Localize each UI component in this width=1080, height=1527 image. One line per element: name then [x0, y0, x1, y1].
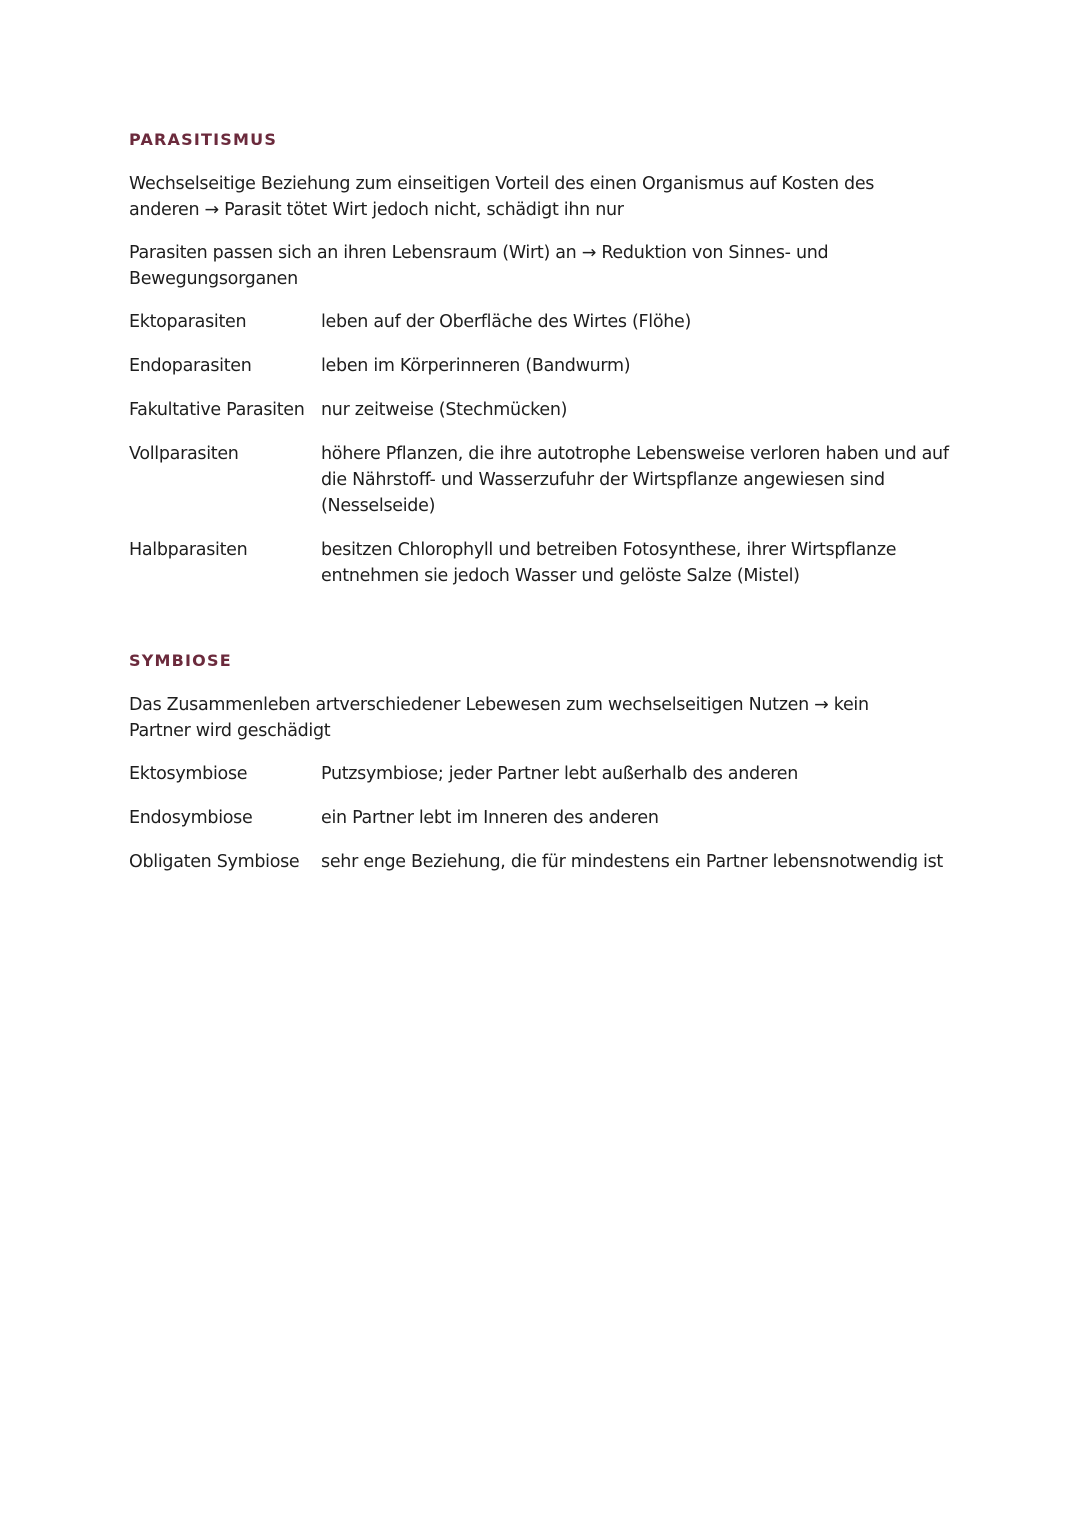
term-definition: ein Partner lebt im Inneren des anderen — [321, 808, 659, 828]
term-row — [129, 397, 959, 423]
term-definition: nur zeitweise (Stechmücken) — [321, 400, 568, 420]
term-list-parasitismus — [129, 309, 959, 589]
term-label: Obligaten Symbiose — [129, 852, 300, 872]
section-heading-parasitismus: PARASITISMUS — [129, 130, 278, 149]
term-label: Endoparasiten — [129, 356, 252, 376]
section-paragraph: Parasiten passen sich an ihren Lebensraum (Wirt) an → Reduktion von Sinnes- und Bewegungsorganen — [129, 243, 829, 289]
term-row — [129, 353, 959, 379]
term-row — [129, 537, 959, 589]
term-definition: sehr enge Beziehung, die für mindestens ein Partner lebensnotwendig ist — [321, 852, 943, 872]
term-row — [129, 309, 959, 335]
term-list-symbiose — [129, 761, 959, 875]
term-label: Vollparasiten — [129, 444, 239, 464]
term-definition: leben im Körperinneren (Bandwurm) — [321, 356, 631, 376]
term-definition: besitzen Chlorophyll und betreiben Fotosynthese, ihrer Wirtspflanze entnehmen sie jedoch Wasser und gelöste Salze (Mistel) — [321, 540, 897, 586]
term-row — [129, 761, 959, 787]
section-paragraph: Das Zusammenleben artverschiedener Lebewesen zum wechselseitigen Nutzen → kein Partner wird geschädigt — [129, 695, 869, 741]
term-definition: Putzsymbiose; jeder Partner lebt außerhalb des anderen — [321, 764, 799, 784]
term-row — [129, 805, 959, 831]
term-definition: leben auf der Oberfläche des Wirtes (Flöhe) — [321, 312, 692, 332]
term-label: Ektosymbiose — [129, 764, 248, 784]
term-row — [129, 441, 959, 519]
section-heading-symbiose: SYMBIOSE — [129, 651, 232, 670]
term-label: Ektoparasiten — [129, 312, 247, 332]
term-row — [129, 849, 959, 875]
term-label: Fakultative Parasiten — [129, 400, 305, 420]
term-definition: höhere Pflanzen, die ihre autotrophe Lebensweise verloren haben und auf die Nährstoff- und Wasserzufuhr der Wirtspflanze angewiesen sind (Nesselseide) — [321, 444, 949, 516]
section-paragraph: Wechselseitige Beziehung zum einseitigen Vorteil des einen Organismus auf Kosten des anderen → Parasit tötet Wirt jedoch nicht, schädigt ihn nur — [129, 174, 875, 220]
term-label: Halbparasiten — [129, 540, 248, 560]
term-label: Endosymbiose — [129, 808, 253, 828]
